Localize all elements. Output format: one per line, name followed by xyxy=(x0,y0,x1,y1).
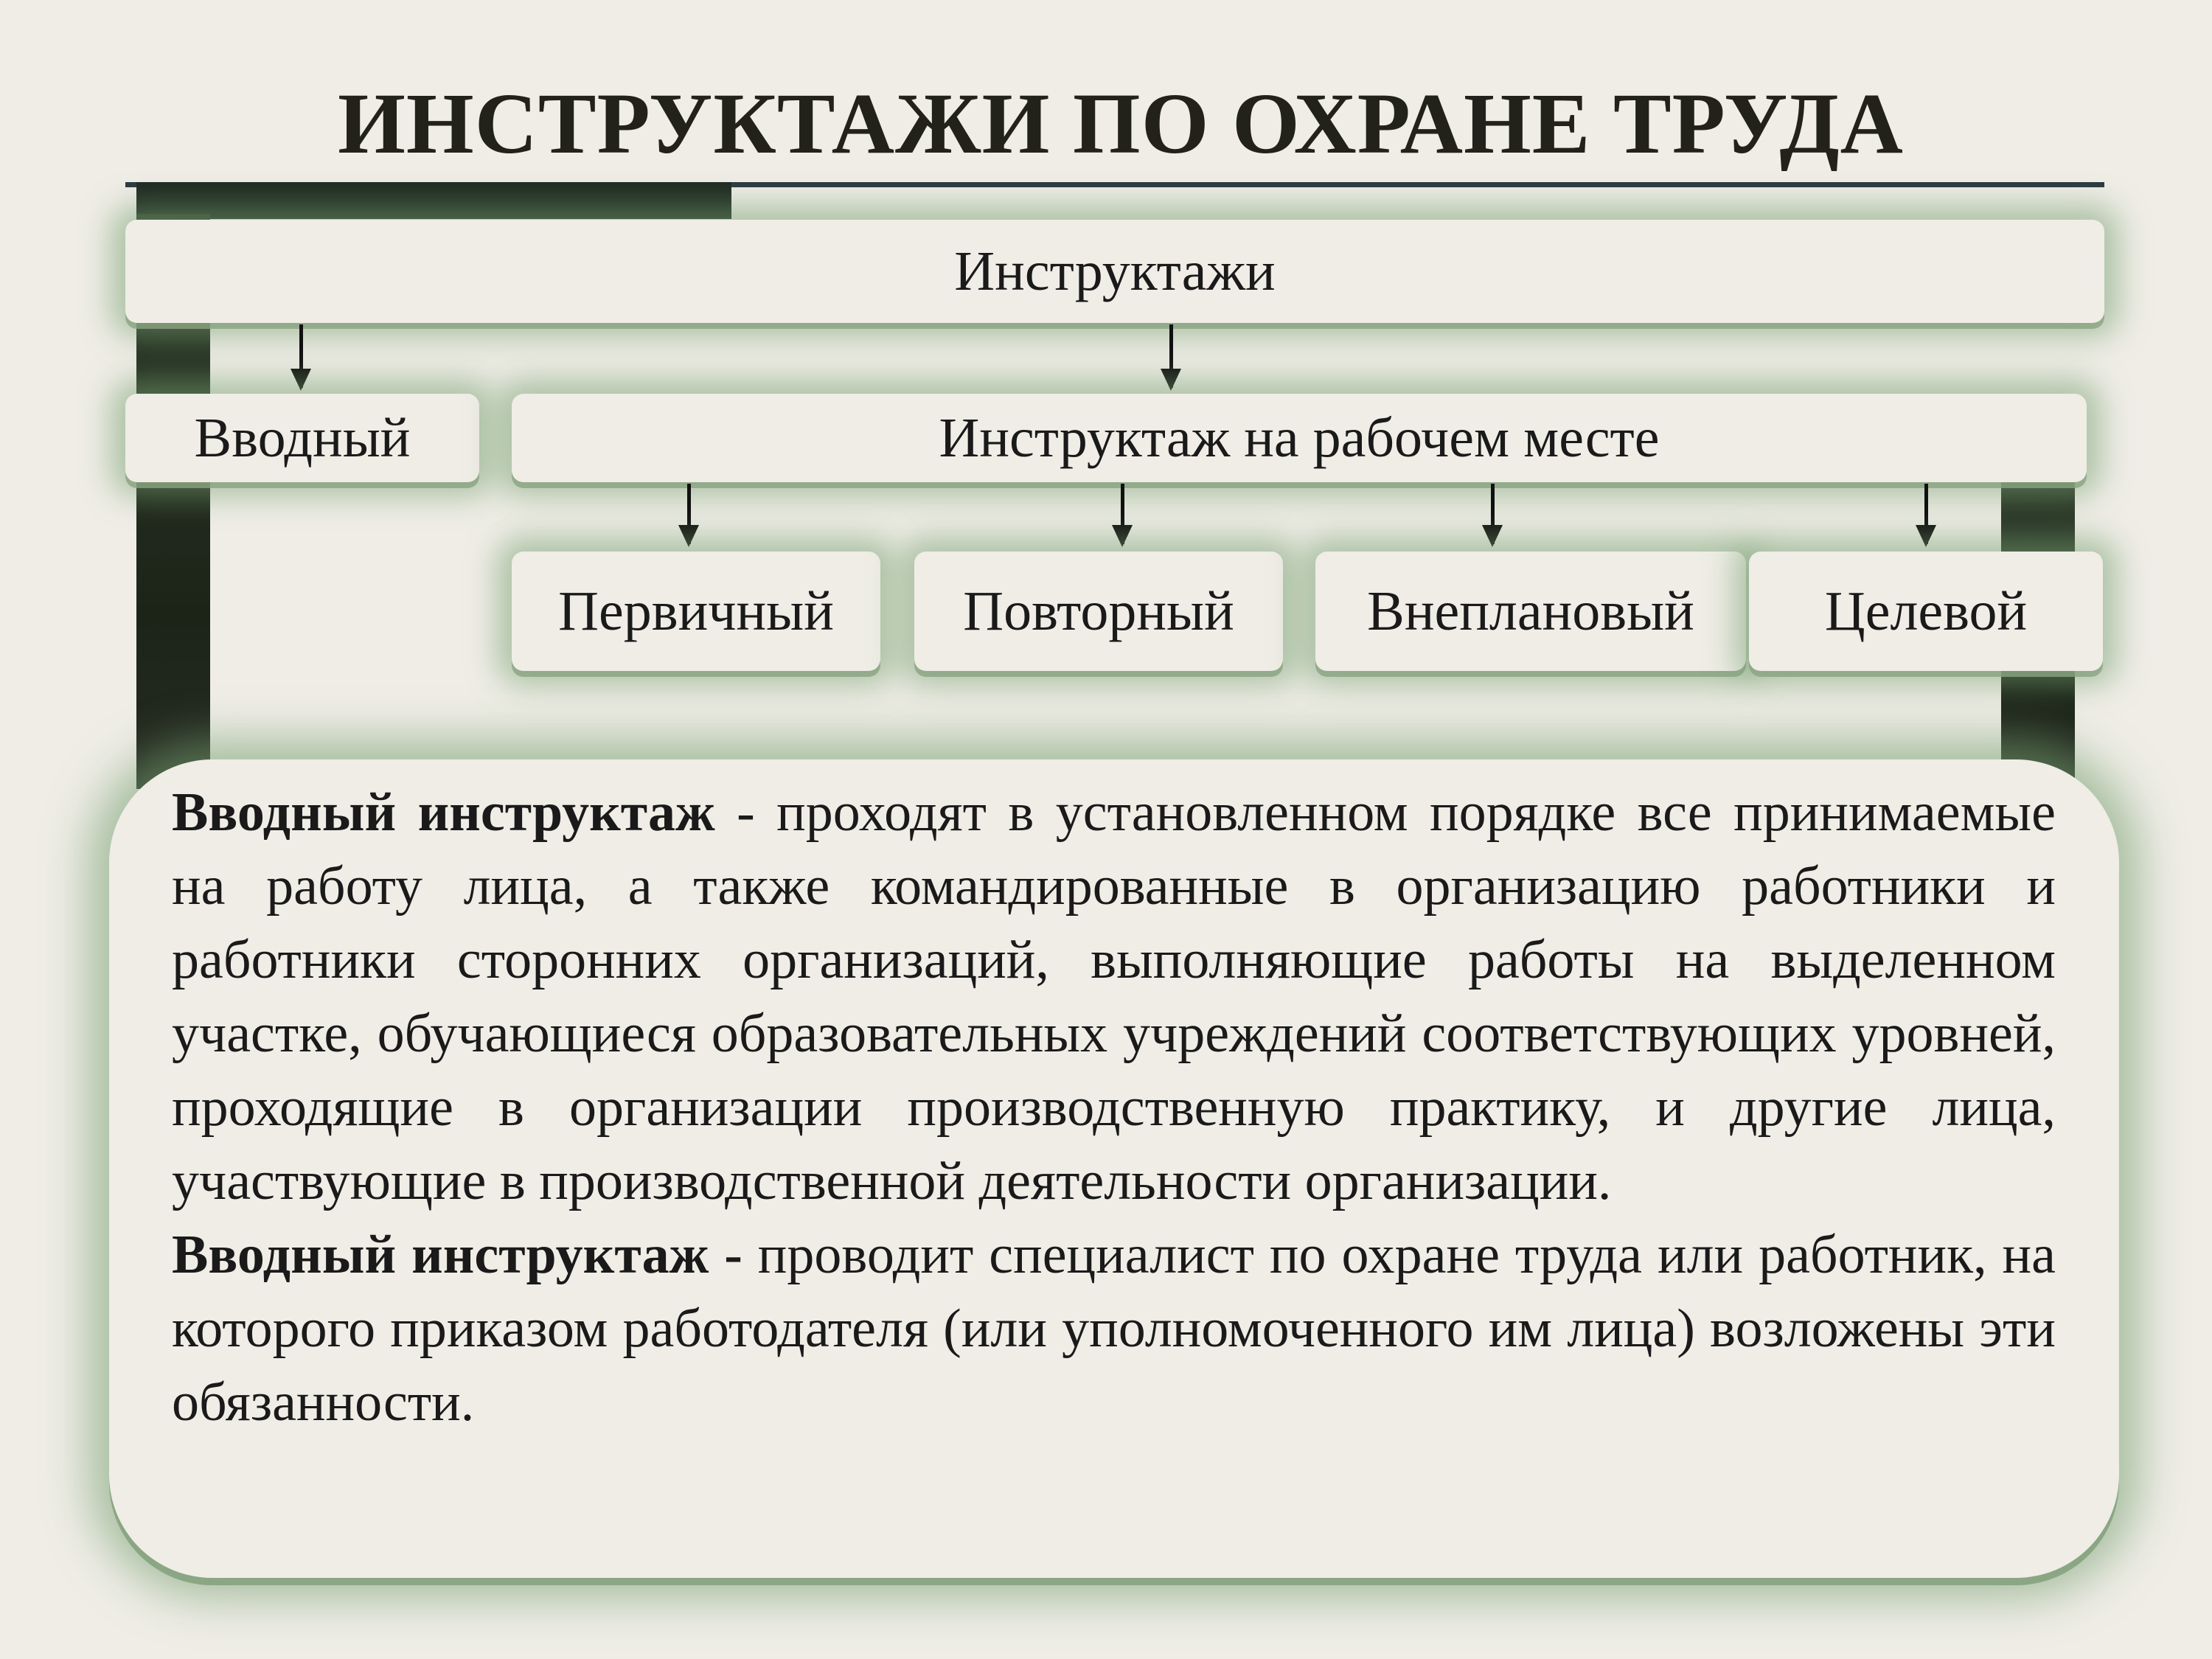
node-targeted xyxy=(1749,552,2103,671)
title-divider-accent xyxy=(136,182,731,219)
node-intro-label: Вводный xyxy=(194,406,411,469)
description-term-2: Вводный инструктаж - xyxy=(172,1225,742,1285)
node-targeted-label: Целевой xyxy=(1824,580,2028,642)
node-workplace-label: Инструктаж на рабочем месте xyxy=(939,406,1660,469)
arrow-workplace-to-unscheduled xyxy=(1491,484,1495,544)
arrow-workplace-to-primary xyxy=(687,484,691,544)
description-paragraph-2 xyxy=(172,1218,2056,1439)
description-text-2: проводит специалист по охране труда или работник, на которого приказом работодателя (или уполномоченного им лица) возложены эти обязанности. xyxy=(172,1225,2056,1433)
slide-title: ИНСТРУКТАЖИ ПО ОХРАНЕ ТРУДА xyxy=(338,75,1904,172)
node-workplace xyxy=(512,394,2087,482)
node-root-label: Инструктажи xyxy=(954,240,1276,302)
description-text-1: - проходят в установленном порядке все принимаемые на работу лица, а также командированные в организацию работники и работники сторонних организаций, выполняющие работы на выделенном участке, обучающиеся образовательных учреждений соответствующих уровней, проходящие в организации производственную практику, и другие лица, участвующие в производственной деятельности организации. xyxy=(172,782,2056,1211)
node-repeat xyxy=(914,552,1283,671)
arrow-workplace-to-targeted xyxy=(1924,484,1928,544)
node-unscheduled xyxy=(1315,552,1746,671)
description-paragraph-1 xyxy=(172,776,2056,1218)
description-term-1: Вводный инструктаж xyxy=(172,782,715,843)
arrow-workplace-to-repeat xyxy=(1121,484,1124,544)
node-primary xyxy=(512,552,880,671)
node-primary-label: Первичный xyxy=(558,580,834,642)
node-root-instructions xyxy=(125,220,2104,323)
node-repeat-label: Повторный xyxy=(963,580,1234,642)
node-intro xyxy=(125,394,479,482)
description-text xyxy=(172,776,2056,1439)
arrow-root-to-intro xyxy=(299,324,303,388)
node-unscheduled-label: Внеплановый xyxy=(1367,580,1694,642)
arrow-root-to-workplace xyxy=(1169,324,1173,388)
